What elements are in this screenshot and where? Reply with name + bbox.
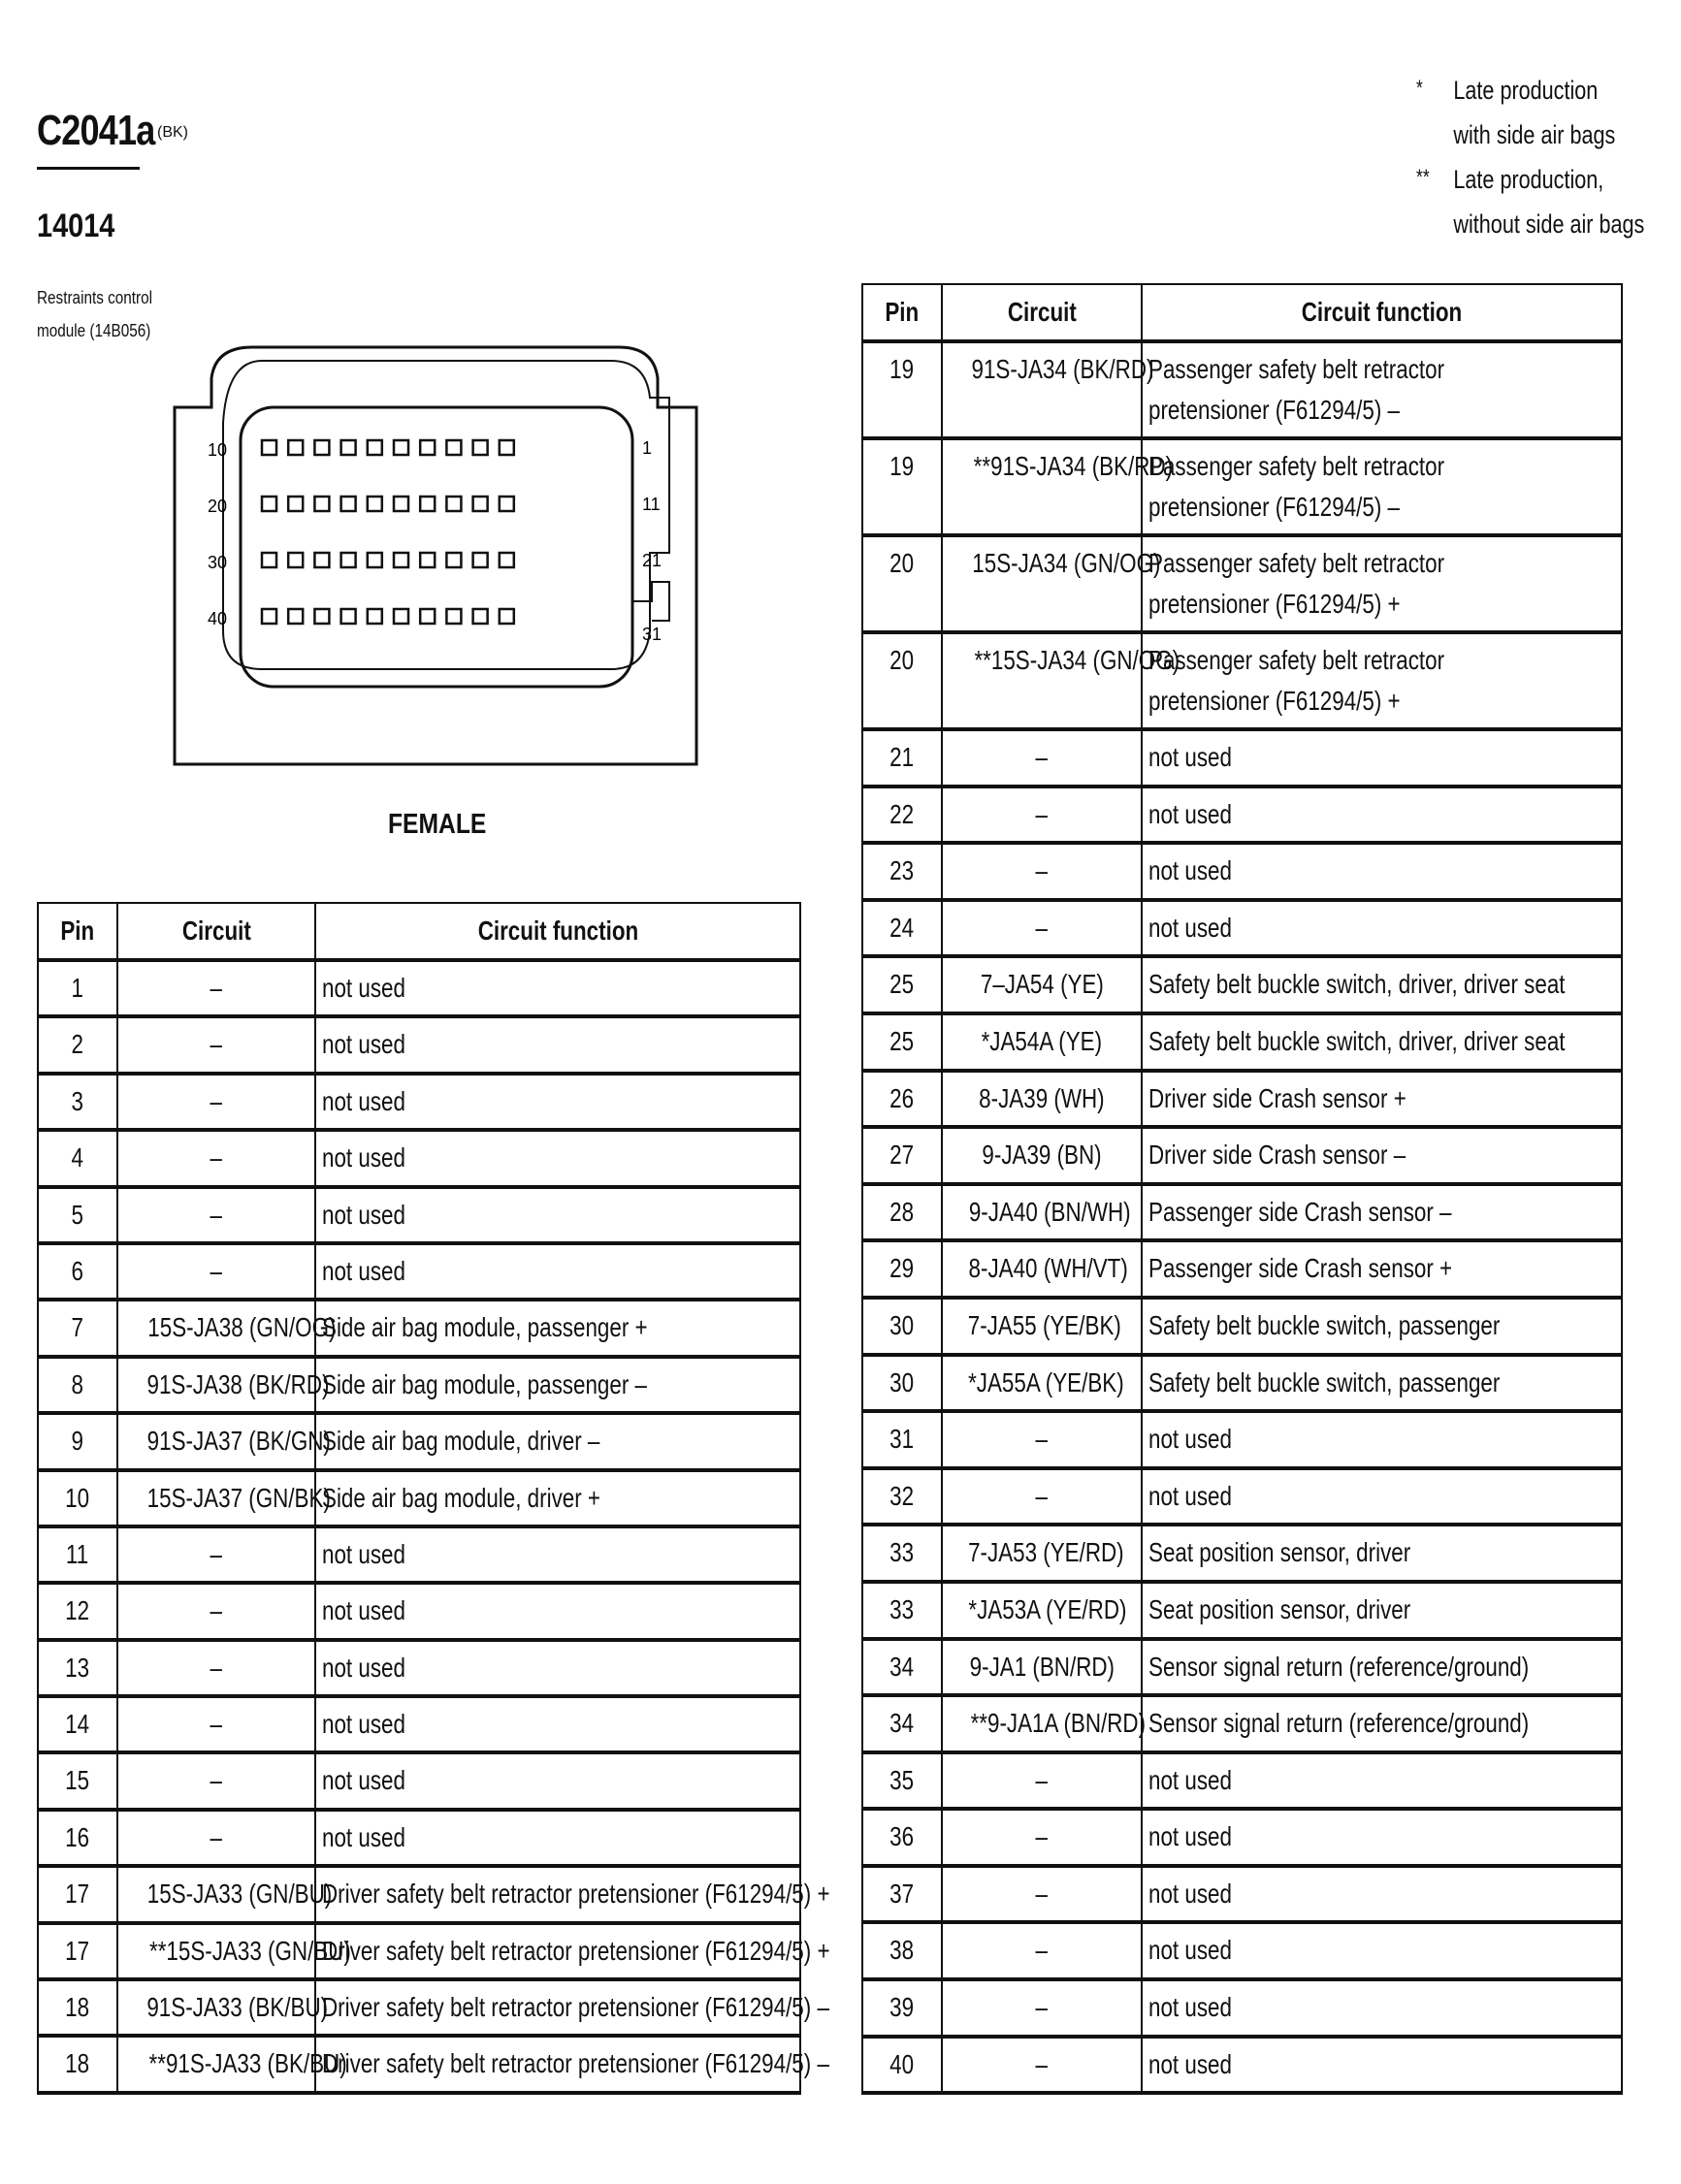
pin-cell: 19 bbox=[862, 341, 942, 438]
pin-cavity bbox=[394, 609, 408, 624]
pin-cavity bbox=[341, 440, 356, 455]
table-row bbox=[38, 1640, 800, 1696]
table-row bbox=[38, 1470, 800, 1526]
row-label-right: 21 bbox=[642, 551, 663, 570]
circuit-cell: 15S-JA34 (GN/OG) bbox=[942, 535, 1142, 632]
pin-cavity bbox=[500, 497, 514, 511]
legend bbox=[1416, 68, 1644, 246]
pin-cell: 33 bbox=[862, 1582, 942, 1639]
pin-cell: 4 bbox=[38, 1130, 117, 1186]
connector-gender: FEMALE bbox=[388, 809, 487, 840]
table-row bbox=[38, 960, 800, 1016]
table-row bbox=[862, 1525, 1622, 1582]
circuit-cell: – bbox=[117, 1752, 315, 1809]
function-cell: not used bbox=[315, 1187, 800, 1243]
pin-cell: 24 bbox=[862, 900, 942, 957]
pin-cavity bbox=[288, 440, 303, 455]
function-cell: Passenger safety belt retractor pretensioner (F61294/5) + bbox=[1142, 535, 1622, 632]
circuit-cell: 8-JA39 (WH) bbox=[942, 1071, 1142, 1128]
pin-cell: 35 bbox=[862, 1752, 942, 1810]
function-cell: not used bbox=[1142, 900, 1622, 957]
circuit-cell: 15S-JA38 (GN/OG) bbox=[117, 1300, 315, 1356]
table-row bbox=[862, 1809, 1622, 1866]
circuit-cell: *JA55A (YE/BK) bbox=[942, 1355, 1142, 1412]
pin-cell: 20 bbox=[862, 632, 942, 729]
pin-cell: 21 bbox=[862, 729, 942, 787]
col-header-pin: Pin bbox=[862, 284, 942, 341]
pin-cavity bbox=[288, 609, 303, 624]
pin-cavity bbox=[446, 553, 461, 567]
pin-table-right bbox=[861, 283, 1623, 2095]
function-cell: not used bbox=[315, 1810, 800, 1866]
circuit-cell: – bbox=[117, 960, 315, 1016]
circuit-cell: – bbox=[117, 1187, 315, 1243]
function-cell: not used bbox=[1142, 1866, 1622, 1923]
function-cell: not used bbox=[315, 960, 800, 1016]
col-header-function: Circuit function bbox=[1142, 284, 1622, 341]
table-row bbox=[862, 341, 1622, 438]
pin-cavity bbox=[262, 609, 276, 624]
table-row bbox=[38, 1979, 800, 2036]
table-row bbox=[38, 1752, 800, 1809]
circuit-cell: – bbox=[117, 1526, 315, 1583]
circuit-cell: – bbox=[942, 1468, 1142, 1526]
table-row bbox=[862, 787, 1622, 844]
function-cell: not used bbox=[1142, 1752, 1622, 1810]
table-row bbox=[862, 1355, 1622, 1412]
pin-cell: 5 bbox=[38, 1187, 117, 1243]
table-row bbox=[38, 1866, 800, 1922]
table-row bbox=[862, 1468, 1622, 1526]
circuit-cell: *JA53A (YE/RD) bbox=[942, 1582, 1142, 1639]
row-label-left: 30 bbox=[208, 553, 228, 572]
pin-cell: 29 bbox=[862, 1240, 942, 1298]
title-underline bbox=[37, 167, 140, 170]
pin-cell: 17 bbox=[38, 1866, 117, 1922]
pin-cell: 13 bbox=[38, 1640, 117, 1696]
pin-cavity bbox=[500, 553, 514, 567]
function-cell: not used bbox=[1142, 1979, 1622, 2037]
circuit-cell: – bbox=[942, 729, 1142, 787]
table-row bbox=[862, 1922, 1622, 1979]
function-cell: Driver safety belt retractor pretensioner (F61294/5) – bbox=[315, 1979, 800, 2036]
circuit-cell: – bbox=[942, 787, 1142, 844]
row-label-left: 20 bbox=[208, 497, 228, 516]
circuit-cell: **15S-JA34 (GN/OG) bbox=[942, 632, 1142, 729]
pin-cell: 30 bbox=[862, 1355, 942, 1412]
pin-cell: 19 bbox=[862, 438, 942, 535]
table-row bbox=[38, 1923, 800, 1979]
circuit-cell: – bbox=[117, 1640, 315, 1696]
pin-cell: 17 bbox=[38, 1923, 117, 1979]
function-cell: Passenger side Crash sensor + bbox=[1142, 1240, 1622, 1298]
pin-cavity bbox=[314, 609, 329, 624]
function-cell: not used bbox=[315, 1130, 800, 1186]
row-label-left: 40 bbox=[208, 609, 228, 628]
function-cell: Seat position sensor, driver bbox=[1142, 1525, 1622, 1582]
circuit-cell: 91S-JA34 (BK/RD) bbox=[942, 341, 1142, 438]
table-row bbox=[38, 1810, 800, 1866]
connector-id: C2041a bbox=[37, 107, 155, 154]
pin-cell: 6 bbox=[38, 1243, 117, 1300]
table-row bbox=[862, 1695, 1622, 1752]
table-row bbox=[862, 729, 1622, 787]
function-cell: Passenger safety belt retractor pretensioner (F61294/5) – bbox=[1142, 341, 1622, 438]
function-cell: Side air bag module, driver – bbox=[315, 1413, 800, 1469]
pin-cavity bbox=[394, 553, 408, 567]
pin-cavity bbox=[473, 497, 488, 511]
circuit-cell: **91S-JA34 (BK/RD) bbox=[942, 438, 1142, 535]
table-row bbox=[38, 1300, 800, 1356]
function-cell: Driver safety belt retractor pretensioner (F61294/5) + bbox=[315, 1923, 800, 1979]
function-cell: not used bbox=[1142, 1411, 1622, 1468]
pin-grid bbox=[262, 440, 514, 624]
circuit-cell: 7–JA54 (YE) bbox=[942, 956, 1142, 1013]
table-row bbox=[862, 900, 1622, 957]
legend-mark: ** bbox=[1416, 165, 1430, 189]
pin-cell: 40 bbox=[862, 2037, 942, 2094]
circuit-cell: – bbox=[942, 900, 1142, 957]
circuit-cell: – bbox=[942, 1809, 1142, 1866]
function-cell: Passenger side Crash sensor – bbox=[1142, 1184, 1622, 1241]
table-row bbox=[38, 1583, 800, 1639]
table-row bbox=[862, 1184, 1622, 1241]
pin-cell: 18 bbox=[38, 1979, 117, 2036]
pin-cavity bbox=[341, 609, 356, 624]
table-row bbox=[862, 1411, 1622, 1468]
pin-cavity bbox=[314, 497, 329, 511]
pin-cavity bbox=[420, 609, 435, 624]
legend-text-line: without side air bags bbox=[1453, 209, 1645, 239]
function-cell: Driver side Crash sensor + bbox=[1142, 1071, 1622, 1128]
circuit-cell: *JA54A (YE) bbox=[942, 1013, 1142, 1071]
function-cell: not used bbox=[315, 1243, 800, 1300]
circuit-cell: 91S-JA33 (BK/BU) bbox=[117, 1979, 315, 2036]
function-cell: not used bbox=[1142, 1468, 1622, 1526]
connector-face-diagram bbox=[165, 339, 708, 776]
table-row bbox=[38, 1074, 800, 1130]
circuit-cell: – bbox=[117, 1130, 315, 1186]
table-row bbox=[862, 1240, 1622, 1298]
pin-cavity bbox=[446, 609, 461, 624]
circuit-cell: – bbox=[942, 1411, 1142, 1468]
pin-cell: 20 bbox=[862, 535, 942, 632]
pin-cell: 34 bbox=[862, 1695, 942, 1752]
circuit-cell: – bbox=[942, 1922, 1142, 1979]
function-cell: not used bbox=[1142, 787, 1622, 844]
circuit-cell: 91S-JA37 (BK/GN) bbox=[117, 1413, 315, 1469]
pin-cell: 28 bbox=[862, 1184, 942, 1241]
circuit-cell: 9-JA39 (BN) bbox=[942, 1127, 1142, 1184]
circuit-cell: **15S-JA33 (GN/BU) bbox=[117, 1923, 315, 1979]
pin-cavity bbox=[262, 440, 276, 455]
connector-number: 14014 bbox=[37, 208, 115, 244]
legend-item bbox=[1416, 202, 1644, 246]
function-cell: not used bbox=[1142, 1922, 1622, 1979]
table-row bbox=[38, 2036, 800, 2092]
pin-cell: 9 bbox=[38, 1413, 117, 1469]
table-row bbox=[38, 1696, 800, 1752]
legend-item bbox=[1416, 68, 1644, 112]
table-header-row bbox=[862, 284, 1622, 341]
pin-cavity bbox=[473, 440, 488, 455]
pin-cell: 34 bbox=[862, 1639, 942, 1696]
function-cell: Driver side Crash sensor – bbox=[1142, 1127, 1622, 1184]
pin-cell: 38 bbox=[862, 1922, 942, 1979]
circuit-cell: – bbox=[942, 1866, 1142, 1923]
table-row bbox=[38, 1526, 800, 1583]
table-row bbox=[38, 1413, 800, 1469]
pin-cell: 16 bbox=[38, 1810, 117, 1866]
pin-cavity bbox=[368, 497, 382, 511]
circuit-cell: **9-JA1A (BN/RD) bbox=[942, 1695, 1142, 1752]
pin-cavity bbox=[368, 609, 382, 624]
circuit-cell: – bbox=[117, 1810, 315, 1866]
pin-cell: 15 bbox=[38, 1752, 117, 1809]
table-row bbox=[38, 1243, 800, 1300]
pin-cavity bbox=[394, 497, 408, 511]
circuit-cell: 7-JA53 (YE/RD) bbox=[942, 1525, 1142, 1582]
pin-cell: 7 bbox=[38, 1300, 117, 1356]
row-label-right: 1 bbox=[642, 438, 653, 458]
col-header-circuit: Circuit bbox=[942, 284, 1142, 341]
pin-cell: 8 bbox=[38, 1357, 117, 1413]
circuit-cell: – bbox=[117, 1243, 315, 1300]
circuit-cell: **91S-JA33 (BK/BU) bbox=[117, 2036, 315, 2092]
col-header-function: Circuit function bbox=[315, 903, 800, 960]
pin-cavity bbox=[473, 609, 488, 624]
pin-cavity bbox=[368, 440, 382, 455]
table-row bbox=[38, 1187, 800, 1243]
table-header-row bbox=[38, 903, 800, 960]
table-row bbox=[862, 1127, 1622, 1184]
pin-cell: 3 bbox=[38, 1074, 117, 1130]
function-cell: Seat position sensor, driver bbox=[1142, 1582, 1622, 1639]
function-cell: not used bbox=[315, 1526, 800, 1583]
pin-cavity bbox=[314, 440, 329, 455]
circuit-cell: 9-JA1 (BN/RD) bbox=[942, 1639, 1142, 1696]
legend-item bbox=[1416, 157, 1644, 202]
pin-cavity bbox=[420, 553, 435, 567]
table-row bbox=[862, 2037, 1622, 2094]
circuit-cell: 15S-JA33 (GN/BU) bbox=[117, 1866, 315, 1922]
row-label-right: 31 bbox=[642, 625, 663, 644]
function-cell: not used bbox=[1142, 2037, 1622, 2094]
table-row bbox=[862, 1013, 1622, 1071]
table-row bbox=[38, 1130, 800, 1186]
circuit-cell: – bbox=[117, 1696, 315, 1752]
legend-item bbox=[1416, 112, 1644, 157]
legend-mark: * bbox=[1416, 76, 1423, 100]
pin-cell: 22 bbox=[862, 787, 942, 844]
function-cell: not used bbox=[315, 1752, 800, 1809]
pin-cavity bbox=[288, 553, 303, 567]
circuit-cell: – bbox=[942, 843, 1142, 900]
circuit-cell: – bbox=[117, 1583, 315, 1639]
pin-cavity bbox=[262, 497, 276, 511]
function-cell: Driver safety belt retractor pretensioner (F61294/5) – bbox=[315, 2036, 800, 2092]
function-cell: Passenger safety belt retractor pretensioner (F61294/5) + bbox=[1142, 632, 1622, 729]
pin-cavity bbox=[500, 609, 514, 624]
circuit-cell: – bbox=[942, 2037, 1142, 2094]
function-cell: Sensor signal return (reference/ground) bbox=[1142, 1639, 1622, 1696]
table-row bbox=[862, 1979, 1622, 2037]
row-label-left: 10 bbox=[208, 440, 228, 460]
pin-cavity bbox=[420, 497, 435, 511]
function-cell: not used bbox=[315, 1016, 800, 1073]
pin-cell: 10 bbox=[38, 1470, 117, 1526]
pin-cavity bbox=[473, 553, 488, 567]
circuit-cell: 7-JA55 (YE/BK) bbox=[942, 1298, 1142, 1355]
table-row bbox=[862, 1866, 1622, 1923]
table-row bbox=[38, 1016, 800, 1073]
function-cell: Safety belt buckle switch, passenger bbox=[1142, 1298, 1622, 1355]
pin-cell: 25 bbox=[862, 956, 942, 1013]
pin-cell: 27 bbox=[862, 1127, 942, 1184]
table-row bbox=[38, 1357, 800, 1413]
connector-color: (BK) bbox=[157, 124, 188, 141]
pin-cavity bbox=[394, 440, 408, 455]
pin-cell: 30 bbox=[862, 1298, 942, 1355]
pin-cell: 36 bbox=[862, 1809, 942, 1866]
pin-cavity bbox=[314, 553, 329, 567]
pin-cavity bbox=[288, 497, 303, 511]
function-cell: Side air bag module, passenger – bbox=[315, 1357, 800, 1413]
table-row bbox=[862, 956, 1622, 1013]
col-header-pin: Pin bbox=[38, 903, 117, 960]
pin-cell: 12 bbox=[38, 1583, 117, 1639]
pin-cavity bbox=[341, 497, 356, 511]
pin-cell: 2 bbox=[38, 1016, 117, 1073]
function-cell: Sensor signal return (reference/ground) bbox=[1142, 1695, 1622, 1752]
pin-cavity bbox=[446, 440, 461, 455]
circuit-cell: 9-JA40 (BN/WH) bbox=[942, 1184, 1142, 1241]
pin-cell: 26 bbox=[862, 1071, 942, 1128]
connector-cavity bbox=[241, 407, 632, 687]
function-cell: Driver safety belt retractor pretensioner (F61294/5) + bbox=[315, 1866, 800, 1922]
legend-text-line: with side air bags bbox=[1453, 120, 1616, 149]
circuit-cell: – bbox=[117, 1016, 315, 1073]
table-row bbox=[862, 535, 1622, 632]
pin-cell: 39 bbox=[862, 1979, 942, 2037]
pin-cell: 25 bbox=[862, 1013, 942, 1071]
col-header-circuit: Circuit bbox=[117, 903, 315, 960]
pin-cell: 32 bbox=[862, 1468, 942, 1526]
pin-cavity bbox=[262, 553, 276, 567]
pin-cell: 14 bbox=[38, 1696, 117, 1752]
table-row bbox=[862, 632, 1622, 729]
pin-table-left bbox=[37, 902, 830, 2095]
pin-cavity bbox=[446, 497, 461, 511]
function-cell: not used bbox=[315, 1696, 800, 1752]
legend-text-line: Late production bbox=[1453, 76, 1599, 105]
pin-cell: 18 bbox=[38, 2036, 117, 2092]
circuit-cell: – bbox=[942, 1752, 1142, 1810]
function-cell: not used bbox=[1142, 1809, 1622, 1866]
circuit-cell: – bbox=[942, 1979, 1142, 2037]
pin-cell: 31 bbox=[862, 1411, 942, 1468]
pin-cavity bbox=[500, 440, 514, 455]
pin-cell: 1 bbox=[38, 960, 117, 1016]
pin-cell: 37 bbox=[862, 1866, 942, 1923]
function-cell: not used bbox=[315, 1074, 800, 1130]
table-row bbox=[862, 1071, 1622, 1128]
function-cell: Passenger safety belt retractor pretensioner (F61294/5) – bbox=[1142, 438, 1622, 535]
circuit-cell: 91S-JA38 (BK/RD) bbox=[117, 1357, 315, 1413]
table-row bbox=[862, 1298, 1622, 1355]
pin-cell: 33 bbox=[862, 1525, 942, 1582]
legend-text-line: Late production, bbox=[1453, 165, 1604, 194]
table-row bbox=[862, 1639, 1622, 1696]
table-row bbox=[862, 1752, 1622, 1810]
circuit-cell: 15S-JA37 (GN/BK) bbox=[117, 1470, 315, 1526]
pin-cell: 11 bbox=[38, 1526, 117, 1583]
function-cell: not used bbox=[1142, 843, 1622, 900]
function-cell: Safety belt buckle switch, driver, driver seat bbox=[1142, 1013, 1622, 1071]
pin-cavity bbox=[420, 440, 435, 455]
function-cell: Safety belt buckle switch, driver, driver seat bbox=[1142, 956, 1622, 1013]
function-cell: Side air bag module, driver + bbox=[315, 1470, 800, 1526]
circuit-cell: – bbox=[117, 1074, 315, 1130]
table-row bbox=[862, 843, 1622, 900]
table-row bbox=[862, 1582, 1622, 1639]
function-cell: Safety belt buckle switch, passenger bbox=[1142, 1355, 1622, 1412]
circuit-cell: 8-JA40 (WH/VT) bbox=[942, 1240, 1142, 1298]
function-cell: not used bbox=[315, 1640, 800, 1696]
table-row bbox=[862, 438, 1622, 535]
function-cell: not used bbox=[1142, 729, 1622, 787]
row-label-right: 11 bbox=[642, 495, 661, 514]
function-cell: Side air bag module, passenger + bbox=[315, 1300, 800, 1356]
module-name: Restraints control module (14B056) bbox=[37, 288, 153, 340]
pin-cavity bbox=[341, 553, 356, 567]
pin-cell: 23 bbox=[862, 843, 942, 900]
function-cell: not used bbox=[315, 1583, 800, 1639]
pin-cavity bbox=[368, 553, 382, 567]
